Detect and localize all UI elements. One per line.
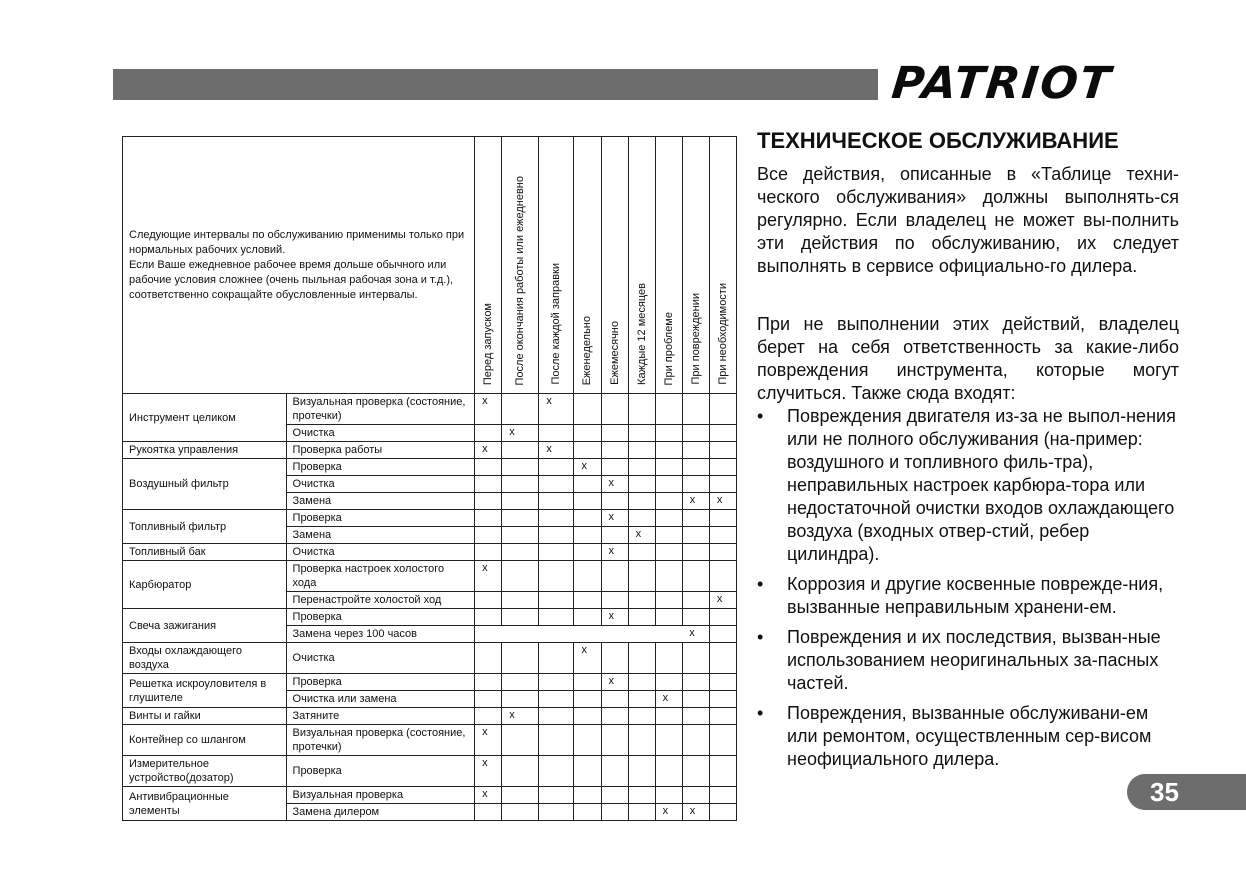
mark-cell (682, 725, 709, 756)
mark-cell (539, 425, 574, 442)
mark-cell (502, 510, 539, 527)
mark-cell: x (601, 510, 628, 527)
mark-cell (709, 609, 736, 626)
mark-cell: x (475, 787, 502, 804)
mark-cell (574, 691, 601, 708)
bullet-dot: • (757, 703, 764, 723)
mark-cell: x (655, 691, 682, 708)
column-header-label: При повреждении (689, 293, 702, 385)
bullet-text: Повреждения, вызванные обслуживани-ем или ремонтом, осуществленным сер-висом неофициального дилера. (787, 703, 1152, 769)
mark-cell (601, 756, 628, 787)
mark-cell (601, 442, 628, 459)
mark-cell (628, 787, 655, 804)
mark-cell (475, 708, 502, 725)
mark-cell (682, 592, 709, 609)
mark-cell (601, 592, 628, 609)
mark-cell (574, 394, 601, 425)
mark-cell (628, 609, 655, 626)
mark-cell (475, 459, 502, 476)
column-header-label: При проблеме (662, 311, 675, 385)
mark-cell (682, 544, 709, 561)
mark-cell (475, 425, 502, 442)
column-header (709, 137, 736, 394)
mark-cell (655, 756, 682, 787)
mark-cell (574, 804, 601, 821)
mark-cell (539, 674, 574, 691)
mark-cell (655, 544, 682, 561)
mark-cell (574, 527, 601, 544)
mark-cell (682, 674, 709, 691)
paragraph-2: При не выполнении этих действий, владелец берет на себя ответственность за какие-либо повреждения инструмента, которые могут случиться. Также сюда входят: (757, 314, 1179, 403)
column-header (628, 137, 655, 394)
item-cell: Карбюратор (123, 561, 287, 609)
action-cell: Замена (286, 527, 475, 544)
bullet-item (757, 626, 1179, 695)
mark-cell (709, 725, 736, 756)
mark-cell (574, 476, 601, 493)
mark-cell: x (539, 442, 574, 459)
mark-cell: x (601, 476, 628, 493)
mark-cell (539, 561, 574, 592)
mark-cell: x (475, 442, 502, 459)
mark-cell: x (574, 459, 601, 476)
mark-cell (502, 544, 539, 561)
mark-cell (502, 609, 539, 626)
action-cell: Замена (286, 493, 475, 510)
mark-cell (655, 476, 682, 493)
mark-cell (539, 527, 574, 544)
table-row (123, 459, 737, 476)
mark-cell (655, 493, 682, 510)
mark-cell: x (475, 394, 502, 425)
mark-cell (539, 476, 574, 493)
mark-cell (655, 787, 682, 804)
item-cell: Инструмент целиком (123, 394, 287, 442)
mark-cell: x (601, 544, 628, 561)
mark-cell (655, 527, 682, 544)
action-cell: Визуальная проверка (286, 787, 475, 804)
mark-cell (682, 476, 709, 493)
item-cell: Решетка искроуловителя в глушителе (123, 674, 287, 708)
action-cell: Проверка (286, 674, 475, 691)
mark-cell (574, 544, 601, 561)
page-number-tab (1127, 774, 1246, 810)
mark-cell (574, 442, 601, 459)
action-cell: Очистка (286, 544, 475, 561)
mark-cell (502, 561, 539, 592)
table-intro-text: Следующие интервалы по обслуживанию применимы только при нормальных рабочих условий. Если Ваше ежедневное рабочее время дольше обычного или рабочие условия сложнее (очень пыльная рабочая зона и т.д.), соответственно сокращайте обусловленные интервалы. (129, 228, 465, 301)
bullet-item (757, 405, 1179, 566)
action-cell: Проверка (286, 609, 475, 626)
mark-cell: x (709, 592, 736, 609)
mark-cell (502, 725, 539, 756)
table-row (123, 725, 737, 756)
table-row (123, 787, 737, 804)
mark-cell (655, 459, 682, 476)
mark-cell: x (601, 674, 628, 691)
mark-cell (709, 544, 736, 561)
mark-cell (475, 527, 502, 544)
action-cell: Проверка (286, 459, 475, 476)
mark-cell: x (655, 804, 682, 821)
mark-cell (709, 425, 736, 442)
mark-cell (601, 459, 628, 476)
mark-cell (655, 394, 682, 425)
mark-cell: x (628, 527, 655, 544)
mark-cell (539, 756, 574, 787)
maintenance-table (122, 136, 737, 821)
item-cell: Измерительное устройство(дозатор) (123, 756, 287, 787)
mark-cell (539, 691, 574, 708)
mark-cell (682, 609, 709, 626)
mark-cell (628, 756, 655, 787)
bullet-list (757, 405, 1179, 778)
mark-cell (601, 691, 628, 708)
mark-cell (574, 756, 601, 787)
bullet-dot: • (757, 574, 764, 594)
bullet-dot: • (757, 627, 764, 647)
mark-cell (539, 459, 574, 476)
mark-cell (574, 674, 601, 691)
action-cell: Затяните (286, 708, 475, 725)
table-row (123, 394, 737, 425)
mark-cell (628, 691, 655, 708)
mark-cell: x (682, 804, 709, 821)
column-header (682, 137, 709, 394)
mark-cell (574, 561, 601, 592)
page-number: 35 (1150, 777, 1179, 807)
mark-cell (628, 643, 655, 674)
mark-cell (539, 510, 574, 527)
mark-cell (682, 691, 709, 708)
mark-cell: x (574, 643, 601, 674)
mark-cell (539, 609, 574, 626)
section-title: ТЕХНИЧЕСКОЕ ОБСЛУЖИВАНИЕ (757, 128, 1119, 153)
mark-cell: x (502, 425, 539, 442)
mark-cell (709, 510, 736, 527)
mark-cell: x (539, 394, 574, 425)
column-header-label: Еженедельно (581, 315, 594, 385)
mark-cell (502, 804, 539, 821)
mark-cell (682, 425, 709, 442)
mark-cell (475, 674, 502, 691)
item-cell: Топливный фильтр (123, 510, 287, 544)
action-cell: Очистка (286, 643, 475, 674)
mark-cell (628, 394, 655, 425)
bullet-text: Коррозия и другие косвенные поврежде-ния, вызванные неправильным хранени-ем. (787, 574, 1164, 617)
mark-cell (655, 442, 682, 459)
mark-cell (709, 394, 736, 425)
table-row (123, 643, 737, 674)
mark-cell (682, 527, 709, 544)
mark-cell (601, 804, 628, 821)
mark-cell (709, 643, 736, 674)
action-cell: Визуальная проверка (состояние, протечки) (286, 394, 475, 425)
item-cell: Свеча зажигания (123, 609, 287, 643)
mark-cell (475, 643, 502, 674)
header-bar (113, 69, 878, 100)
bullet-dot: • (757, 406, 764, 426)
table-intro (123, 137, 475, 394)
table-row (123, 756, 737, 787)
mark-cell (574, 425, 601, 442)
mark-cell (539, 493, 574, 510)
bullet-item (757, 702, 1179, 771)
table-row (123, 510, 737, 527)
mark-cell (502, 756, 539, 787)
column-header-label: При необходимости (716, 283, 729, 385)
column-header-label: После окончания работы или ежедневно (514, 175, 527, 385)
mark-cell (682, 510, 709, 527)
mark-cell (601, 787, 628, 804)
mark-cell (628, 725, 655, 756)
mark-cell (539, 592, 574, 609)
table-row (123, 609, 737, 626)
mark-cell (655, 643, 682, 674)
table-row (123, 674, 737, 691)
mark-cell (709, 442, 736, 459)
mark-cell (475, 544, 502, 561)
mark-cell (655, 425, 682, 442)
item-cell: Рукоятка управления (123, 442, 287, 459)
mark-cell (655, 725, 682, 756)
mark-cell (601, 493, 628, 510)
paragraph-1: Все действия, описанные в «Таблице техни-ческого обслуживания» должны выполнять-ся регулярно. Если владелец не может вы-полнить эти действия по обслуживанию, их следует выполнять в сервисе официально-го дилера. (757, 164, 1179, 276)
mark-cell (539, 544, 574, 561)
column-header-label: Ежемесячно (608, 321, 621, 385)
mark-cell (601, 561, 628, 592)
mark-cell (628, 425, 655, 442)
mark-cell (709, 476, 736, 493)
mark-cell (628, 674, 655, 691)
table-row (123, 708, 737, 725)
mark-cell: x (601, 609, 628, 626)
column-header (539, 137, 574, 394)
merged-cell (475, 626, 683, 643)
mark-cell (682, 442, 709, 459)
mark-cell (628, 459, 655, 476)
column-header-label: Каждые 12 месяцев (635, 283, 648, 385)
mark-cell (601, 725, 628, 756)
mark-cell (574, 708, 601, 725)
mark-cell (655, 561, 682, 592)
brand-logo: PATRIOT (889, 58, 1115, 109)
mark-cell (682, 459, 709, 476)
action-cell: Очистка (286, 425, 475, 442)
column-header (502, 137, 539, 394)
mark-cell (628, 510, 655, 527)
mark-cell (628, 493, 655, 510)
mark-cell (502, 442, 539, 459)
bullet-text: Повреждения и их последствия, вызван-ные использованием неоригинальных за-пасных частей. (787, 627, 1161, 693)
item-cell: Контейнер со шлангом (123, 725, 287, 756)
mark-cell (502, 643, 539, 674)
column-header (574, 137, 601, 394)
mark-cell (502, 592, 539, 609)
column-header-label: После каждой заправки (550, 263, 563, 385)
mark-cell: x (682, 493, 709, 510)
table-header-row (123, 137, 737, 394)
mark-cell (709, 804, 736, 821)
mark-cell: x (502, 708, 539, 725)
mark-cell (682, 394, 709, 425)
action-cell: Замена дилером (286, 804, 475, 821)
mark-cell (475, 592, 502, 609)
table-body (123, 394, 737, 821)
item-cell: Входы охлаждающего воздуха (123, 643, 287, 674)
mark-cell (682, 561, 709, 592)
mark-cell: x (475, 725, 502, 756)
mark-cell (601, 425, 628, 442)
mark-cell (709, 674, 736, 691)
mark-cell (628, 592, 655, 609)
mark-cell (682, 756, 709, 787)
mark-cell (628, 544, 655, 561)
table-row (123, 442, 737, 459)
mark-cell (655, 510, 682, 527)
mark-cell: x (682, 626, 709, 643)
mark-cell (502, 459, 539, 476)
mark-cell (709, 561, 736, 592)
mark-cell (502, 787, 539, 804)
mark-cell (655, 592, 682, 609)
mark-cell (601, 394, 628, 425)
mark-cell (502, 476, 539, 493)
mark-cell (682, 787, 709, 804)
mark-cell (539, 804, 574, 821)
action-cell: Перенастройте холостой ход (286, 592, 475, 609)
action-cell: Проверка настроек холостого хода (286, 561, 475, 592)
mark-cell (682, 708, 709, 725)
column-header-label: Перед запуском (482, 302, 495, 385)
bullet-text: Повреждения двигателя из-за не выпол-нения или не полного обслуживания (на-пример: воздушного и топливного филь-тра), неправильных настроек карбюра-тора или недостаточной очистки входов охлаждающего воздуха (входных отвер-стий, ребер цилиндра). (787, 406, 1176, 564)
mark-cell (539, 787, 574, 804)
action-cell: Проверка работы (286, 442, 475, 459)
mark-cell (628, 476, 655, 493)
item-cell: Воздушный фильтр (123, 459, 287, 510)
mark-cell (709, 626, 736, 643)
action-cell: Очистка или замена (286, 691, 475, 708)
mark-cell (502, 527, 539, 544)
mark-cell (574, 592, 601, 609)
mark-cell (682, 643, 709, 674)
mark-cell (475, 691, 502, 708)
mark-cell (574, 493, 601, 510)
item-cell: Винты и гайки (123, 708, 287, 725)
mark-cell (655, 708, 682, 725)
mark-cell (539, 708, 574, 725)
mark-cell (502, 674, 539, 691)
action-cell: Проверка (286, 510, 475, 527)
action-cell: Очистка (286, 476, 475, 493)
mark-cell (655, 674, 682, 691)
mark-cell (502, 493, 539, 510)
mark-cell (601, 527, 628, 544)
mark-cell (475, 476, 502, 493)
mark-cell (502, 691, 539, 708)
mark-cell (709, 708, 736, 725)
mark-cell (574, 787, 601, 804)
mark-cell (475, 510, 502, 527)
column-header (655, 137, 682, 394)
action-cell: Визуальная проверка (состояние, протечки) (286, 725, 475, 756)
mark-cell (628, 708, 655, 725)
mark-cell (475, 609, 502, 626)
item-cell: Антивибрационные элементы (123, 787, 287, 821)
mark-cell: x (475, 561, 502, 592)
mark-cell (574, 510, 601, 527)
mark-cell (601, 708, 628, 725)
mark-cell (475, 493, 502, 510)
bullet-item (757, 573, 1179, 619)
mark-cell: x (475, 756, 502, 787)
column-header (475, 137, 502, 394)
mark-cell (709, 691, 736, 708)
mark-cell (709, 756, 736, 787)
mark-cell (709, 787, 736, 804)
table-row (123, 544, 737, 561)
action-cell: Проверка (286, 756, 475, 787)
mark-cell (475, 804, 502, 821)
mark-cell (628, 561, 655, 592)
mark-cell (709, 459, 736, 476)
mark-cell (628, 442, 655, 459)
mark-cell (502, 394, 539, 425)
mark-cell (539, 643, 574, 674)
item-cell: Топливный бак (123, 544, 287, 561)
mark-cell (539, 725, 574, 756)
mark-cell: x (709, 493, 736, 510)
column-header (601, 137, 628, 394)
action-cell: Замена через 100 часов (286, 626, 475, 643)
mark-cell (574, 609, 601, 626)
mark-cell (628, 804, 655, 821)
table-row (123, 561, 737, 592)
mark-cell (601, 643, 628, 674)
mark-cell (574, 725, 601, 756)
mark-cell (709, 527, 736, 544)
mark-cell (655, 609, 682, 626)
